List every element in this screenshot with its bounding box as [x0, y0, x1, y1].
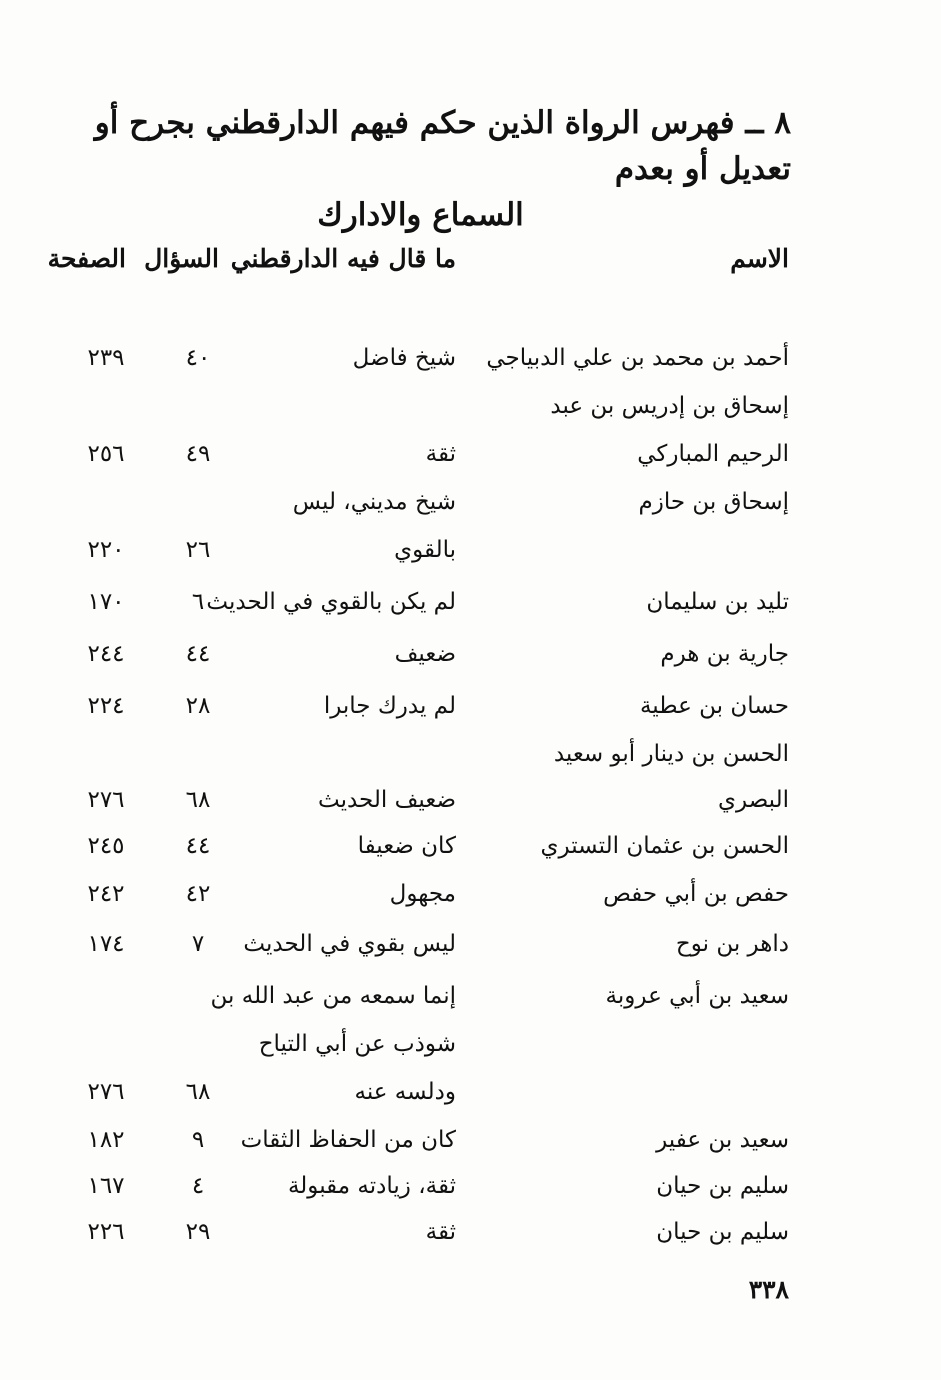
row-page — [71, 482, 141, 522]
row-verdict: إنما سمعه من عبد الله بن — [210, 983, 456, 1009]
row-question — [178, 734, 218, 774]
row-name: تليد بن سليمان — [646, 589, 789, 615]
row-page — [71, 976, 141, 1016]
row-question: ٦٨ — [185, 1079, 211, 1105]
row-page: ١٨٢ — [87, 1127, 125, 1153]
column-header-said: ما قال فيه الدارقطني — [230, 244, 456, 273]
row-verdict: ثقة، زيادته مقبولة — [287, 1173, 456, 1199]
row-verdict: ليس بقوي في الحديث — [243, 931, 456, 957]
row-question — [178, 976, 218, 1016]
row-name: سليم بن حيان — [656, 1173, 789, 1199]
row-page: ٢٤٤ — [87, 641, 125, 667]
row-verdict: لم يكن بالقوي في الحديث — [206, 589, 456, 615]
row-page: ٢٢٦ — [87, 1219, 125, 1245]
column-header-name: الاسم — [730, 244, 789, 273]
row-name: إسحاق بن حازم — [638, 489, 789, 515]
row-page — [71, 734, 141, 774]
row-question: ٤٢ — [185, 881, 211, 907]
row-verdict: ودلسه عنه — [354, 1079, 456, 1105]
index-title — [90, 100, 791, 238]
row-question: ٤٤ — [185, 641, 211, 667]
row-name: حفص بن أبي حفص — [603, 881, 789, 907]
row-name: أحمد بن محمد بن علي الدبياجي — [486, 345, 789, 371]
row-page: ٢٧٦ — [87, 787, 125, 813]
row-page: ٢٣٩ — [87, 345, 125, 371]
row-name: حسان بن عطية — [639, 693, 789, 719]
row-name: سعيد بن عفير — [656, 1127, 789, 1153]
title-line-2: السماع والادارك — [317, 197, 524, 233]
row-verdict: كان من الحفاظ الثقات — [240, 1127, 456, 1153]
row-name: البصري — [718, 787, 789, 813]
row-verdict: شيخ مديني، ليس — [292, 489, 456, 515]
row-name: الحسن بن عثمان التستري — [540, 833, 789, 859]
row-question: ٤ — [191, 1173, 205, 1199]
row-question: ٤٠ — [185, 345, 211, 371]
row-question — [178, 1024, 218, 1064]
row-verdict: ضعيف — [394, 641, 456, 667]
column-header-question: السؤال — [144, 244, 219, 273]
row-verdict: بالقوي — [394, 537, 456, 563]
row-question: ٩ — [191, 1127, 205, 1153]
row-name: سعيد بن أبي عروبة — [605, 983, 789, 1009]
row-name: سليم بن حيان — [656, 1219, 789, 1245]
row-page: ٢٥٦ — [87, 441, 125, 467]
row-page: ١٧٤ — [87, 931, 125, 957]
row-name: جارية بن هرم — [660, 641, 789, 667]
row-name: الحسن بن دينار أبو سعيد — [553, 741, 789, 767]
row-page: ٢٢٠ — [87, 537, 125, 563]
row-question — [178, 482, 218, 522]
row-page — [71, 386, 141, 426]
row-name: داهر بن نوح — [675, 931, 789, 957]
row-question: ٢٩ — [185, 1219, 211, 1245]
row-page: ٢٤٥ — [87, 833, 125, 859]
row-page: ١٦٧ — [87, 1173, 125, 1199]
column-header-page: الصفحة — [47, 244, 126, 273]
row-question: ٦ — [191, 589, 205, 615]
row-name: إسحاق بن إدريس بن عبد — [550, 393, 789, 419]
row-verdict: ضعيف الحديث — [318, 787, 456, 813]
row-question: ٢٦ — [185, 537, 211, 563]
row-page: ٢٢٤ — [87, 693, 125, 719]
row-verdict: ثقة — [425, 441, 456, 467]
row-page: ٢٤٢ — [87, 881, 125, 907]
row-question: ٤٩ — [185, 441, 211, 467]
page-number: ٣٣٨ — [748, 1275, 789, 1304]
row-question — [178, 386, 218, 426]
row-verdict: شوذب عن أبي التياح — [258, 1031, 456, 1057]
row-verdict: شيخ فاضل — [352, 345, 456, 371]
row-page: ١٧٠ — [87, 589, 125, 615]
row-question: ٢٨ — [185, 693, 211, 719]
row-verdict: كان ضعيفا — [357, 833, 456, 859]
row-question: ٧ — [191, 931, 205, 957]
row-verdict: لم يدرك جابرا — [323, 693, 456, 719]
row-verdict: مجهول — [389, 881, 456, 907]
title-line-1: ٨ ــ فهرس الرواة الذين حكم فيهم الدارقطني بجرح أو تعديل أو بعدم — [94, 105, 791, 187]
row-question: ٦٨ — [185, 787, 211, 813]
row-verdict: ثقة — [425, 1219, 456, 1245]
row-page — [71, 1024, 141, 1064]
row-question: ٤٤ — [185, 833, 211, 859]
row-page: ٢٧٦ — [87, 1079, 125, 1105]
row-name: الرحيم المباركي — [637, 441, 789, 467]
